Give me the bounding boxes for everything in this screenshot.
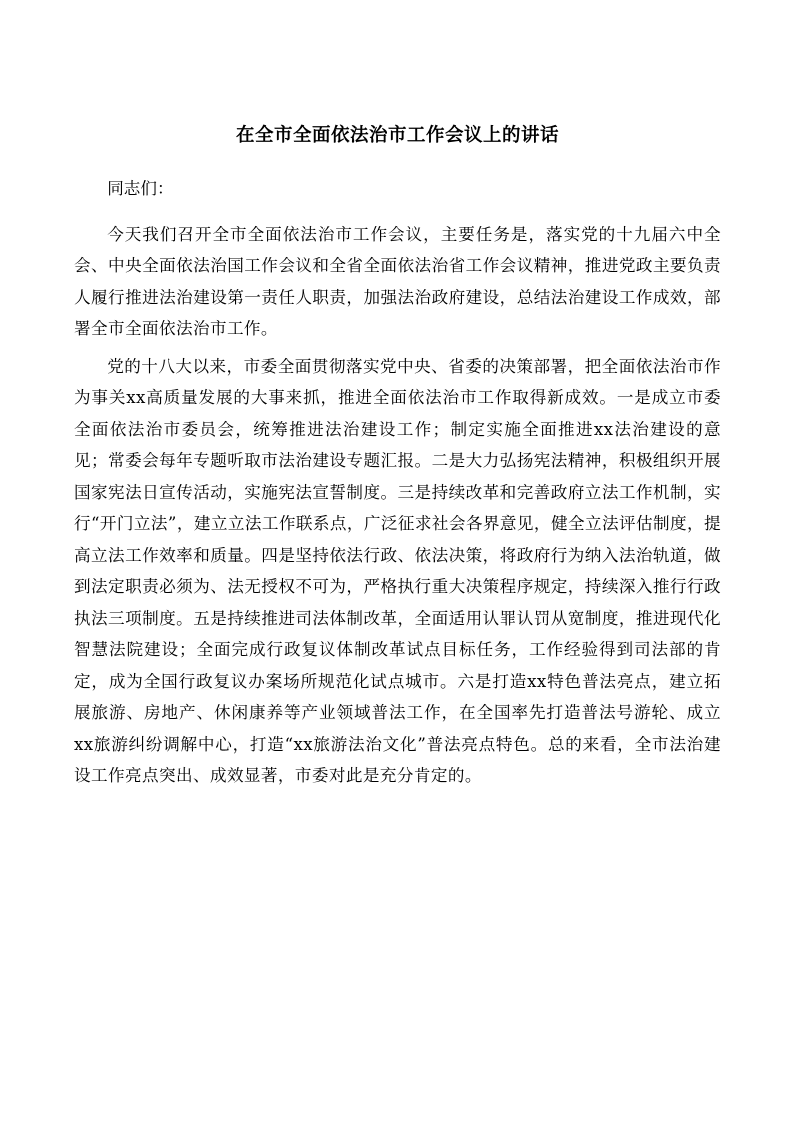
paragraph-achievements: 党的十八大以来，市委全面贯彻落实党中央、省委的决策部署，把全面依法治市作为事关xx高质量发展的大事来抓，推进全面依法治市工作取得新成效。一是成立市委全面依法治市委员会，统筹推进法治建设工作；制定实施全面推进xx法治建设的意见；常委会每年专题听取市法治建设专题汇报。二是大力弘扬宪法精神，积极组织开展国家宪法日宣传活动，实施宪法宣誓制度。三是持续改革和完善政府立法工作机制，实行“开门立法”，建立立法工作联系点，广泛征求社会各界意见，健全立法评估制度，提高立法工作效率和质量。四是坚持依法行政、依法决策，将政府行为纳入法治轨道，做到法定职责必须为、法无授权不可为，严格执行重大决策程序规定，持续深入推行行政执法三项制度。五是持续推进司法体制改革，全面适用认罪认罚从宽制度，推进现代化智慧法院建设；全面完成行政复议体制改革试点目标任务，工作经验得到司法部的肯定，成为全国行政复议办案场所规范化试点城市。六是打造xx特色普法亮点，建立拓展旅游、房地产、休闲康养等产业领域普法工作，在全国率先打造普法号游轮、成立xx旅游纠纷调解中心，打造“xx旅游法治文化”普法亮点特色。总的来看，全市法治建设工作亮点突出、成效显著，市委对此是充分肯定的。: [74, 356, 721, 785]
paragraph-opening: 今天我们召开全市全面依法治市工作会议，主要任务是，落实党的十九届六中全会、中央全面依法治国工作会议和全省全面依法治省工作会议精神，推进党政主要负责人履行推进法治建设第一责任人职责，加强法治政府建设，总结法治建设工作成效，部署全市全面依法治市工作。: [74, 224, 721, 338]
document-title: 在全市全面依法治市工作会议上的讲话: [235, 125, 559, 146]
greeting: 同志们：: [107, 179, 174, 198]
